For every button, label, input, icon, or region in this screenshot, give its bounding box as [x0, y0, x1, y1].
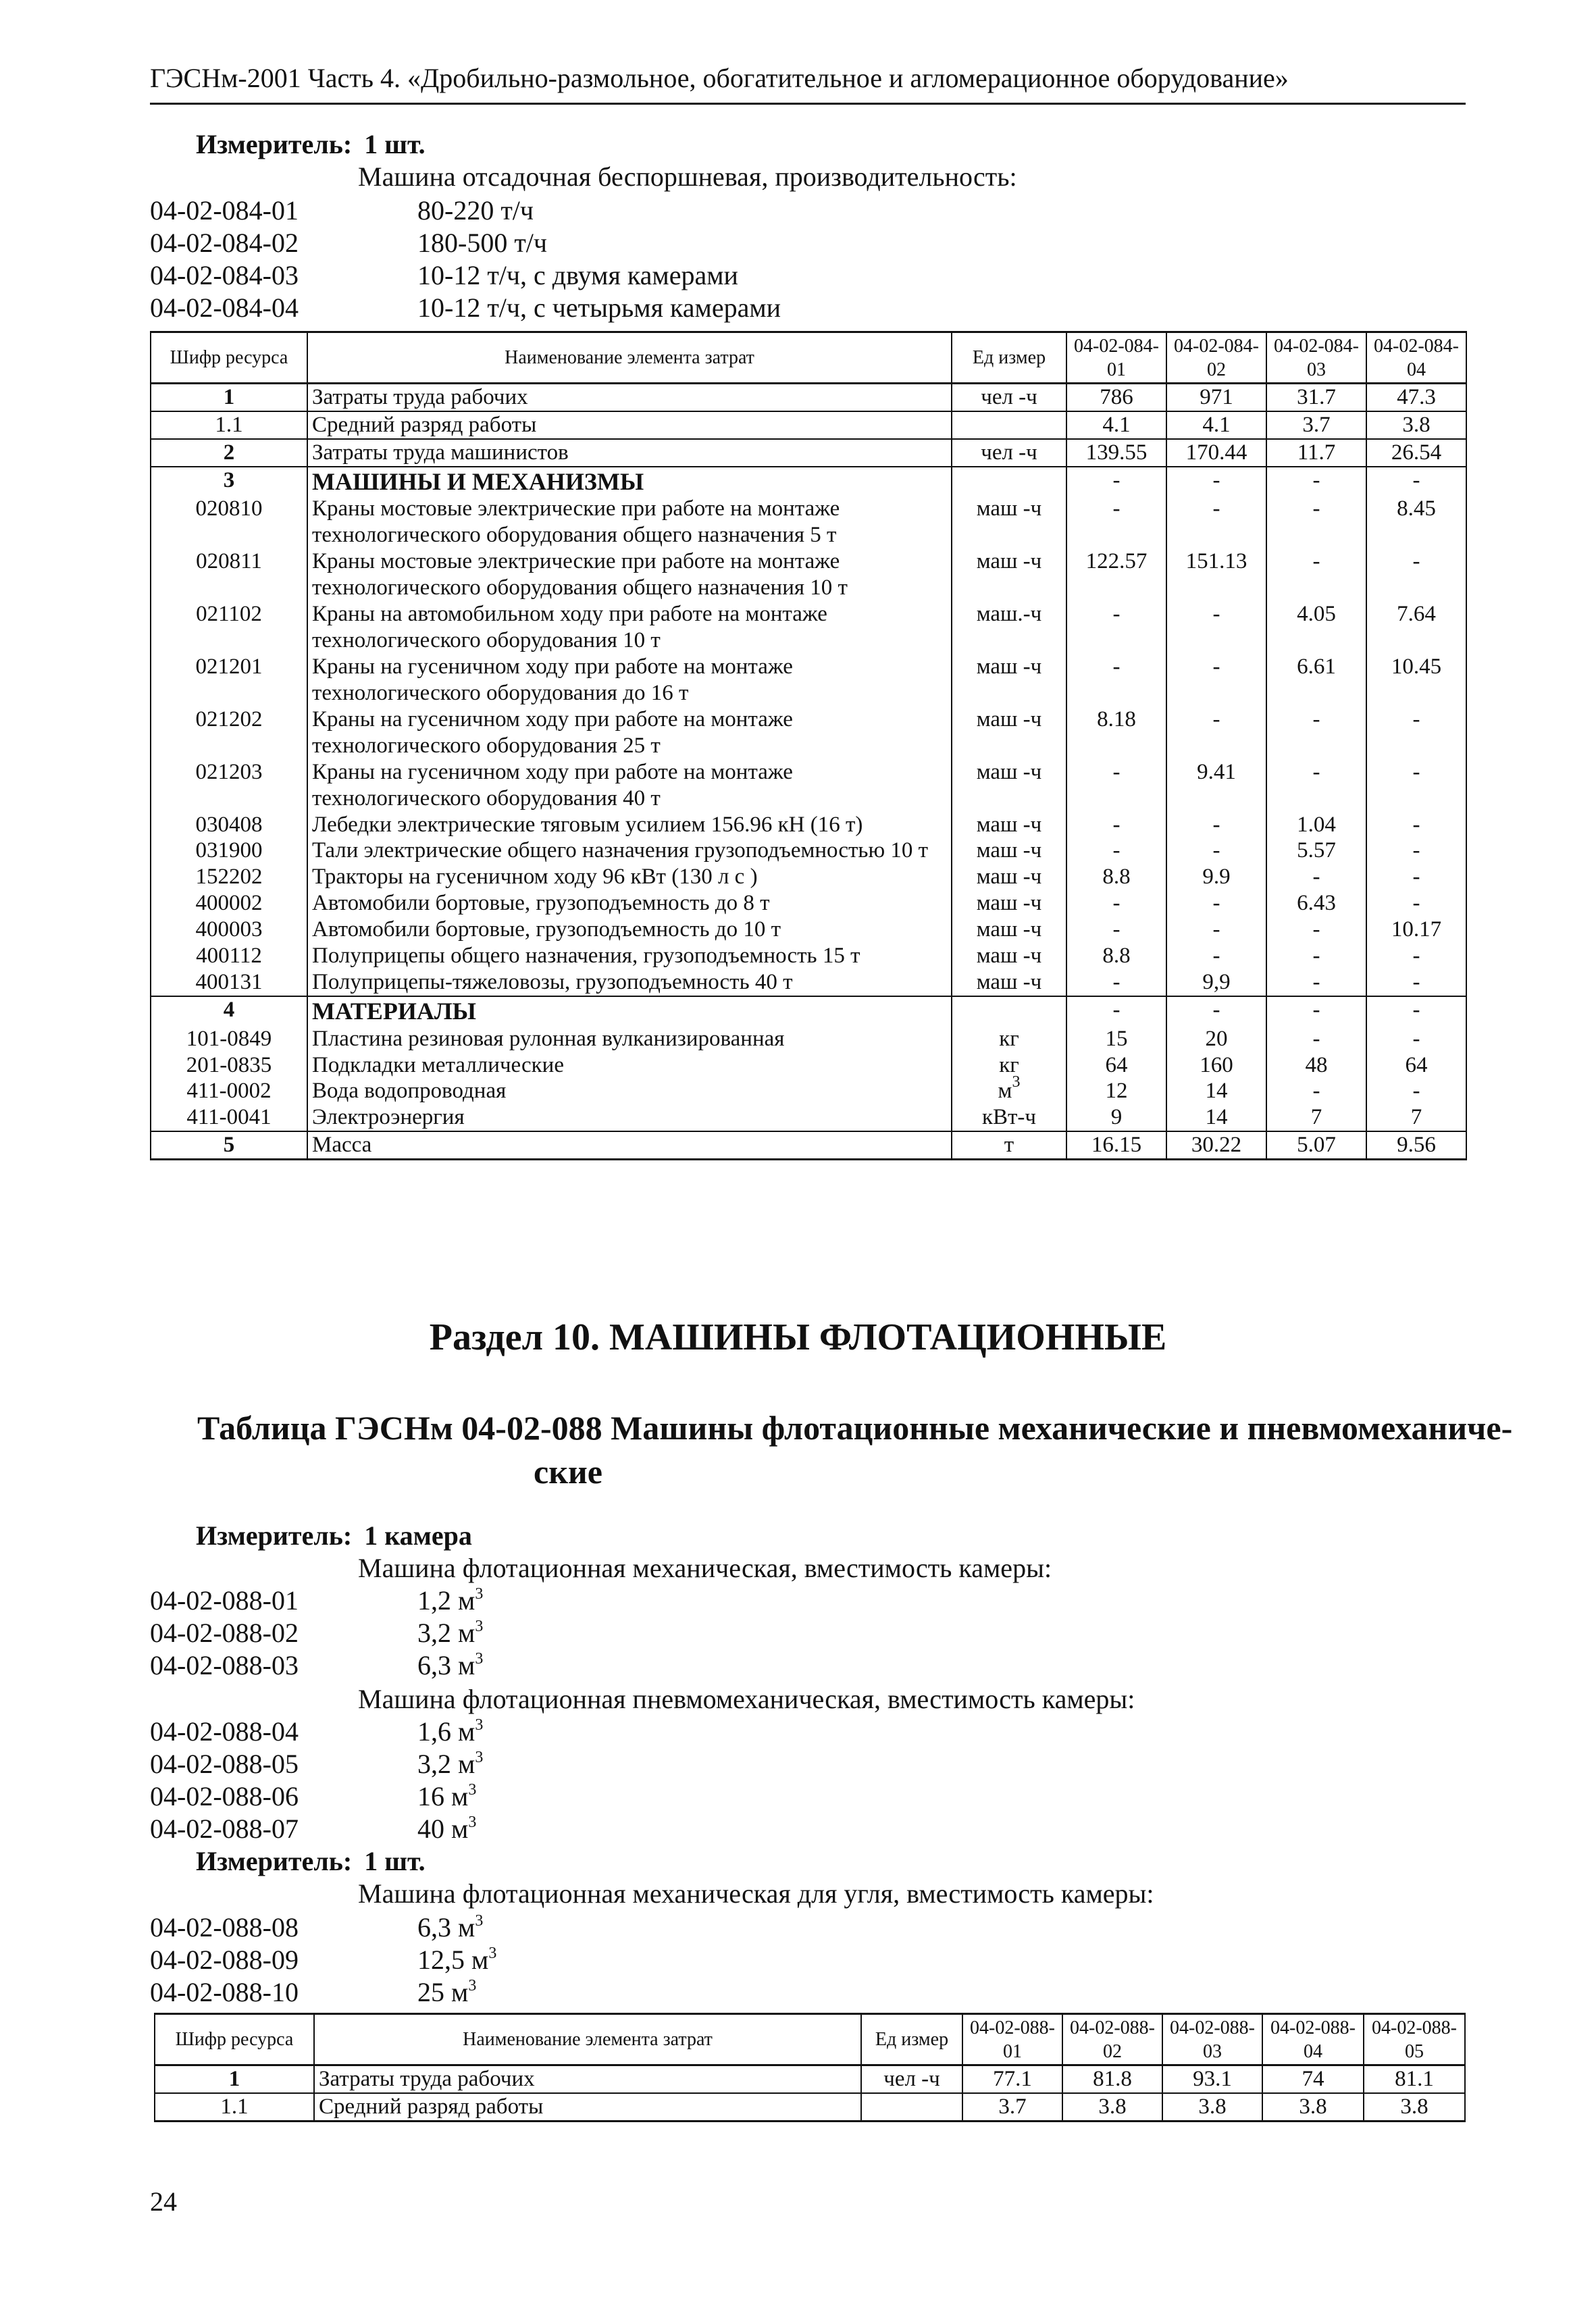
row-code: 101-0849 — [151, 1026, 307, 1052]
row-value: - — [1266, 706, 1366, 759]
cube-superscript: 3 — [475, 1912, 484, 1930]
block1-intro: Машина отсадочная беспоршневая, производительность: — [358, 161, 1017, 192]
block2-intro: Машина флотационная механическая, вместимость камеры: — [358, 1553, 1052, 1583]
row-value: - — [1166, 996, 1266, 1025]
spec-code: 04-02-088-01 — [150, 1585, 299, 1616]
spec-value — [417, 1748, 483, 1780]
row-value: - — [1066, 996, 1166, 1025]
row-value: 64 — [1366, 1052, 1466, 1079]
row-value: 9.9 — [1166, 864, 1266, 890]
row-value: - — [1066, 601, 1166, 654]
row-value: - — [1366, 1026, 1466, 1052]
cube-superscript: 3 — [468, 1814, 477, 1831]
measure-line-1 — [196, 128, 426, 160]
row-unit: чел -ч — [861, 2065, 962, 2093]
row-value: 786 — [1066, 384, 1166, 411]
spec-value-text: 40 м — [417, 1814, 469, 1844]
row-name: Полуприцепы общего назначения, грузоподъемность 15 т — [307, 943, 952, 969]
unit-superscript: 3 — [1012, 1073, 1021, 1091]
cube-superscript: 3 — [475, 1716, 484, 1734]
row-value: - — [1266, 917, 1366, 943]
row-value: - — [1366, 969, 1466, 996]
spec-code: 04-02-084-02 — [150, 228, 299, 258]
row-value: - — [1366, 1078, 1466, 1104]
row-value: - — [1366, 838, 1466, 864]
row-value: - — [1166, 890, 1266, 917]
header-rule — [150, 103, 1466, 105]
row-unit: маш -ч — [952, 838, 1066, 864]
row-value: 7 — [1266, 1104, 1366, 1131]
row-value: 64 — [1066, 1052, 1166, 1079]
row-value: 170.44 — [1166, 439, 1266, 467]
row-value: 47.3 — [1366, 384, 1466, 411]
row-value: 4.05 — [1266, 601, 1366, 654]
row-name: Краны на автомобильном ходу при работе на монтаже технологического оборудования 10 т — [307, 601, 952, 654]
row-value: 31.7 — [1266, 384, 1366, 411]
row-name: Пластина резиновая рулонная вулканизированная — [307, 1026, 952, 1052]
row-code: 5 — [151, 1131, 307, 1159]
row-unit: маш -ч — [952, 812, 1066, 838]
row-value: 151.13 — [1166, 548, 1266, 601]
row-value: - — [1166, 943, 1266, 969]
row-unit: кВт-ч — [952, 1104, 1066, 1131]
row-code: 1 — [155, 2065, 314, 2093]
spec-value — [417, 1911, 483, 1943]
table-row — [151, 969, 1466, 996]
spec-value — [417, 1649, 483, 1681]
row-name: Затраты труда рабочих — [314, 2065, 861, 2093]
row-value: - — [1366, 996, 1466, 1025]
spec-code: 04-02-088-06 — [150, 1781, 299, 1811]
row-unit: маш -ч — [952, 706, 1066, 759]
row-name: Электроэнергия — [307, 1104, 952, 1131]
table-row — [151, 1052, 1466, 1079]
section-title: Раздел 10. МАШИНЫ ФЛОТАЦИОННЫЕ — [429, 1316, 1167, 1358]
measure-value: 1 шт. — [364, 1846, 426, 1876]
row-value: - — [1366, 548, 1466, 601]
row-value: - — [1366, 759, 1466, 812]
row-unit — [952, 467, 1066, 496]
row-code: 152202 — [151, 864, 307, 890]
row-code: 021202 — [151, 706, 307, 759]
row-name: Подкладки металлические — [307, 1052, 952, 1079]
row-code: 2 — [151, 439, 307, 467]
unit-text: м — [998, 1079, 1012, 1104]
row-value: - — [1266, 759, 1366, 812]
row-unit — [952, 1073, 1066, 1104]
row-value: - — [1066, 969, 1166, 996]
header-col: 04-02-084-03 — [1266, 332, 1366, 384]
row-name: Полуприцепы-тяжеловозы, грузоподъемность 40 т — [307, 969, 952, 996]
row-value: 14 — [1166, 1104, 1266, 1131]
row-unit: чел -ч — [952, 384, 1066, 411]
spec-value-text: 6,3 м — [417, 1650, 475, 1680]
row-unit — [952, 411, 1066, 439]
table-row — [151, 812, 1466, 838]
measure-value: 1 шт. — [364, 129, 426, 159]
row-code: 400131 — [151, 969, 307, 996]
header-col: 04-02-088-04 — [1262, 2014, 1364, 2065]
row-name: Автомобили бортовые, грузоподъемность до 10 т — [307, 917, 952, 943]
row-value: 7 — [1366, 1104, 1466, 1131]
measure-value: 1 камера — [364, 1520, 472, 1551]
row-value: - — [1266, 548, 1366, 601]
spec-code: 04-02-088-04 — [150, 1716, 299, 1747]
row-unit: маш -ч — [952, 864, 1066, 890]
row-value: 93.1 — [1162, 2065, 1262, 2093]
row-value: 20 — [1166, 1026, 1266, 1052]
header-col: 04-02-088-02 — [1062, 2014, 1162, 2065]
table-header-row — [151, 332, 1466, 384]
row-value: 77.1 — [962, 2065, 1062, 2093]
row-code: 020811 — [151, 548, 307, 601]
row-name: Краны мостовые электрические при работе на монтаже технологического оборудования общего назначения 5 т — [307, 496, 952, 548]
row-unit: маш.-ч — [952, 601, 1066, 654]
table-header-row — [155, 2014, 1465, 2065]
spec-code: 04-02-084-03 — [150, 260, 299, 290]
header-code: Шифр ресурса — [155, 2014, 314, 2065]
row-name: Тали электрические общего назначения грузоподъемностью 10 т — [307, 838, 952, 864]
row-unit: кг — [952, 1052, 1066, 1079]
row-value: 6.43 — [1266, 890, 1366, 917]
row-value: 8.8 — [1066, 943, 1166, 969]
header-col: 04-02-084-04 — [1366, 332, 1466, 384]
header-col: 04-02-084-01 — [1066, 332, 1166, 384]
row-value: 10.45 — [1366, 654, 1466, 706]
row-code: 400112 — [151, 943, 307, 969]
row-value: 3.8 — [1162, 2093, 1262, 2121]
row-code: 031900 — [151, 838, 307, 864]
row-value: 3.8 — [1366, 411, 1466, 439]
row-code: 411-0041 — [151, 1104, 307, 1131]
cube-superscript: 3 — [475, 1585, 484, 1603]
row-value: - — [1166, 654, 1266, 706]
row-value: 9.41 — [1166, 759, 1266, 812]
table-row — [151, 890, 1466, 917]
cube-superscript: 3 — [475, 1650, 484, 1668]
row-value: - — [1066, 759, 1166, 812]
header-unit: Ед измер — [952, 332, 1066, 384]
table-row — [151, 496, 1466, 548]
row-unit: маш -ч — [952, 548, 1066, 601]
row-value: 3.8 — [1062, 2093, 1162, 2121]
table-title: Таблица ГЭСНм 04-02-088 Машины флотационные механические и пневмомеханиче- — [197, 1409, 1513, 1447]
row-unit: кг — [952, 1026, 1066, 1052]
row-code: 400002 — [151, 890, 307, 917]
spec-value — [417, 1617, 483, 1649]
row-value: - — [1266, 969, 1366, 996]
row-value: 6.61 — [1266, 654, 1366, 706]
row-value: - — [1166, 601, 1266, 654]
header-name: Наименование элемента затрат — [307, 332, 952, 384]
row-name: Масса — [307, 1131, 952, 1159]
row-unit — [952, 996, 1066, 1025]
row-value: 8.45 — [1366, 496, 1466, 548]
table-row — [151, 1078, 1466, 1104]
row-name: Средний разряд работы — [314, 2093, 861, 2121]
row-unit: маш -ч — [952, 943, 1066, 969]
resource-table-2 — [154, 2013, 1466, 2122]
spec-value — [417, 1813, 476, 1845]
table-row — [151, 384, 1466, 411]
table-row — [151, 943, 1466, 969]
row-name: Тракторы на гусеничном ходу 96 кВт (130 л с ) — [307, 864, 952, 890]
resource-table-1 — [150, 331, 1467, 1160]
spec-value-text: 1,6 м — [417, 1716, 475, 1747]
row-value: 3.7 — [962, 2093, 1062, 2121]
measure-line-3 — [196, 1845, 426, 1877]
row-value: - — [1366, 864, 1466, 890]
row-value: 3.8 — [1262, 2093, 1364, 2121]
spec-code: 04-02-088-09 — [150, 1945, 299, 1975]
row-unit: маш -ч — [952, 496, 1066, 548]
row-value: - — [1166, 812, 1266, 838]
row-name: Краны на гусеничном ходу при работе на монтаже технологического оборудования до 16 т — [307, 654, 952, 706]
table-row — [151, 706, 1466, 759]
row-name: Краны на гусеничном ходу при работе на монтаже технологического оборудования 40 т — [307, 759, 952, 812]
row-unit: маш -ч — [952, 969, 1066, 996]
row-unit: маш -ч — [952, 759, 1066, 812]
table-row — [151, 996, 1466, 1025]
row-value: - — [1166, 838, 1266, 864]
table-row — [151, 1104, 1466, 1131]
spec-value-text: 6,3 м — [417, 1912, 475, 1943]
table-row — [151, 601, 1466, 654]
cube-superscript: 3 — [475, 1618, 484, 1635]
row-value: - — [1266, 467, 1366, 496]
row-value: - — [1266, 943, 1366, 969]
row-value: - — [1066, 917, 1166, 943]
row-value: 9 — [1066, 1104, 1166, 1131]
row-name: МАШИНЫ И МЕХАНИЗМЫ — [307, 467, 952, 496]
row-code: 021201 — [151, 654, 307, 706]
row-name: Вода водопроводная — [307, 1078, 952, 1104]
row-value: 8.18 — [1066, 706, 1166, 759]
spec-value — [417, 1780, 476, 1812]
header-col: 04-02-088-01 — [962, 2014, 1062, 2065]
spec-code: 04-02-088-02 — [150, 1618, 299, 1648]
row-value: - — [1266, 864, 1366, 890]
row-value: 12 — [1066, 1078, 1166, 1104]
cube-superscript: 3 — [468, 1781, 477, 1799]
block2-intro: Машина флотационная пневмомеханическая, вместимость камеры: — [358, 1684, 1135, 1714]
row-value: 81.1 — [1364, 2065, 1465, 2093]
row-value: 81.8 — [1062, 2065, 1162, 2093]
spec-value-text: 16 м — [417, 1781, 469, 1811]
row-value: - — [1166, 917, 1266, 943]
block2-intro: Машина флотационная механическая для угля, вместимость камеры: — [358, 1878, 1154, 1909]
spec-value: 10-12 т/ч, с двумя камерами — [417, 260, 738, 290]
row-code: 4 — [151, 996, 307, 1025]
page-number: 24 — [150, 2186, 177, 2217]
table-row — [151, 1131, 1466, 1159]
table-row — [151, 838, 1466, 864]
header-unit: Ед измер — [861, 2014, 962, 2065]
table-row — [151, 759, 1466, 812]
row-code: 021203 — [151, 759, 307, 812]
row-value: - — [1066, 838, 1166, 864]
row-unit: маш -ч — [952, 917, 1066, 943]
row-value: 15 — [1066, 1026, 1166, 1052]
row-unit: чел -ч — [952, 439, 1066, 467]
table-row — [151, 1026, 1466, 1052]
spec-code: 04-02-088-10 — [150, 1977, 299, 2007]
row-code: 201-0835 — [151, 1052, 307, 1079]
row-value: 3.8 — [1364, 2093, 1465, 2121]
row-value: - — [1066, 890, 1166, 917]
row-unit — [861, 2093, 962, 2121]
cube-superscript: 3 — [488, 1945, 497, 1962]
row-code: 030408 — [151, 812, 307, 838]
row-name: Краны на гусеничном ходу при работе на монтаже технологического оборудования 25 т — [307, 706, 952, 759]
row-value: 48 — [1266, 1052, 1366, 1079]
row-value: 9,9 — [1166, 969, 1266, 996]
measure-label: Измеритель: — [196, 1520, 353, 1551]
spec-value: 10-12 т/ч, с четырьмя камерами — [417, 292, 781, 323]
table-row — [151, 411, 1466, 439]
spec-value-text: 1,2 м — [417, 1585, 475, 1616]
table-row — [151, 439, 1466, 467]
table-row — [151, 654, 1466, 706]
row-code: 400003 — [151, 917, 307, 943]
row-code: 1 — [151, 384, 307, 411]
row-name: Средний разряд работы — [307, 411, 952, 439]
row-code: 3 — [151, 467, 307, 496]
measure-line-2 — [196, 1520, 472, 1551]
row-unit: маш -ч — [952, 890, 1066, 917]
row-value: 5.57 — [1266, 838, 1366, 864]
row-value: 16.15 — [1066, 1131, 1166, 1159]
table-title-continuation: ские — [534, 1453, 603, 1491]
spec-code: 04-02-084-01 — [150, 195, 299, 226]
row-value: 10.17 — [1366, 917, 1466, 943]
table-row — [155, 2065, 1465, 2093]
measure-label: Измеритель: — [196, 129, 353, 159]
spec-value-text: 25 м — [417, 1977, 469, 2007]
row-value: 5.07 — [1266, 1131, 1366, 1159]
row-name: Краны мостовые электрические при работе на монтаже технологического оборудования общего назначения 10 т — [307, 548, 952, 601]
row-value: 139.55 — [1066, 439, 1166, 467]
row-value: - — [1366, 706, 1466, 759]
row-unit: маш -ч — [952, 654, 1066, 706]
row-value: 4.1 — [1066, 411, 1166, 439]
spec-code: 04-02-084-04 — [150, 292, 299, 323]
table-row — [151, 864, 1466, 890]
spec-value: 80-220 т/ч — [417, 195, 534, 226]
header-col: 04-02-084-02 — [1166, 332, 1266, 384]
row-value: 30.22 — [1166, 1131, 1266, 1159]
row-name: Автомобили бортовые, грузоподъемность до 8 т — [307, 890, 952, 917]
spec-value-text: 3,2 м — [417, 1618, 475, 1648]
spec-value — [417, 1716, 483, 1747]
row-name: Затраты труда рабочих — [307, 384, 952, 411]
row-value: 26.54 — [1366, 439, 1466, 467]
row-value: - — [1166, 496, 1266, 548]
spec-code: 04-02-088-07 — [150, 1814, 299, 1844]
table-row — [151, 467, 1466, 496]
row-value: 9.56 — [1366, 1131, 1466, 1159]
row-name: МАТЕРИАЛЫ — [307, 996, 952, 1025]
row-unit: т — [952, 1131, 1066, 1159]
row-value: 3.7 — [1266, 411, 1366, 439]
row-value: - — [1266, 1026, 1366, 1052]
row-name: Лебедки электрические тяговым усилием 156.96 кН (16 т) — [307, 812, 952, 838]
row-value: - — [1066, 467, 1166, 496]
spec-value — [417, 1944, 496, 1976]
row-value: 7.64 — [1366, 601, 1466, 654]
table-row — [155, 2093, 1465, 2121]
row-value: - — [1266, 1078, 1366, 1104]
spec-value — [417, 1585, 483, 1616]
row-code: 020810 — [151, 496, 307, 548]
row-value: - — [1366, 943, 1466, 969]
spec-value-text: 3,2 м — [417, 1749, 475, 1779]
row-value: - — [1066, 496, 1166, 548]
header-col: 04-02-088-03 — [1162, 2014, 1262, 2065]
header-code: Шифр ресурса — [151, 332, 307, 384]
row-code: 021102 — [151, 601, 307, 654]
row-value: - — [1066, 812, 1166, 838]
row-value: - — [1366, 812, 1466, 838]
row-value: - — [1066, 654, 1166, 706]
row-value: - — [1366, 890, 1466, 917]
row-name: Затраты труда машинистов — [307, 439, 952, 467]
measure-label: Измеритель: — [196, 1846, 353, 1876]
row-value: - — [1266, 496, 1366, 548]
spec-code: 04-02-088-03 — [150, 1650, 299, 1680]
row-value: 4.1 — [1166, 411, 1266, 439]
row-value: 122.57 — [1066, 548, 1166, 601]
spec-value: 180-500 т/ч — [417, 228, 548, 258]
row-value: - — [1366, 467, 1466, 496]
row-value: - — [1166, 706, 1266, 759]
header-name: Наименование элемента затрат — [314, 2014, 861, 2065]
header-col: 04-02-088-05 — [1364, 2014, 1465, 2065]
spec-value-text: 12,5 м — [417, 1945, 489, 1975]
row-code: 1.1 — [151, 411, 307, 439]
row-code: 411-0002 — [151, 1078, 307, 1104]
table-row — [151, 917, 1466, 943]
cube-superscript: 3 — [475, 1749, 484, 1766]
row-value: - — [1166, 467, 1266, 496]
row-value: 8.8 — [1066, 864, 1166, 890]
row-value: 1.04 — [1266, 812, 1366, 838]
cube-superscript: 3 — [468, 1977, 477, 1995]
row-code: 1.1 — [155, 2093, 314, 2121]
table-row — [151, 548, 1466, 601]
row-value: 74 — [1262, 2065, 1364, 2093]
running-header: ГЭСНм-2001 Часть 4. «Дробильно-размольное, обогатительное и агломерационное оборудование» — [150, 63, 1289, 93]
spec-code: 04-02-088-05 — [150, 1749, 299, 1779]
row-value: 11.7 — [1266, 439, 1366, 467]
row-value: 971 — [1166, 384, 1266, 411]
row-value: 160 — [1166, 1052, 1266, 1079]
row-value: 14 — [1166, 1078, 1266, 1104]
row-value: - — [1266, 996, 1366, 1025]
spec-value — [417, 1976, 476, 2008]
spec-code: 04-02-088-08 — [150, 1912, 299, 1943]
